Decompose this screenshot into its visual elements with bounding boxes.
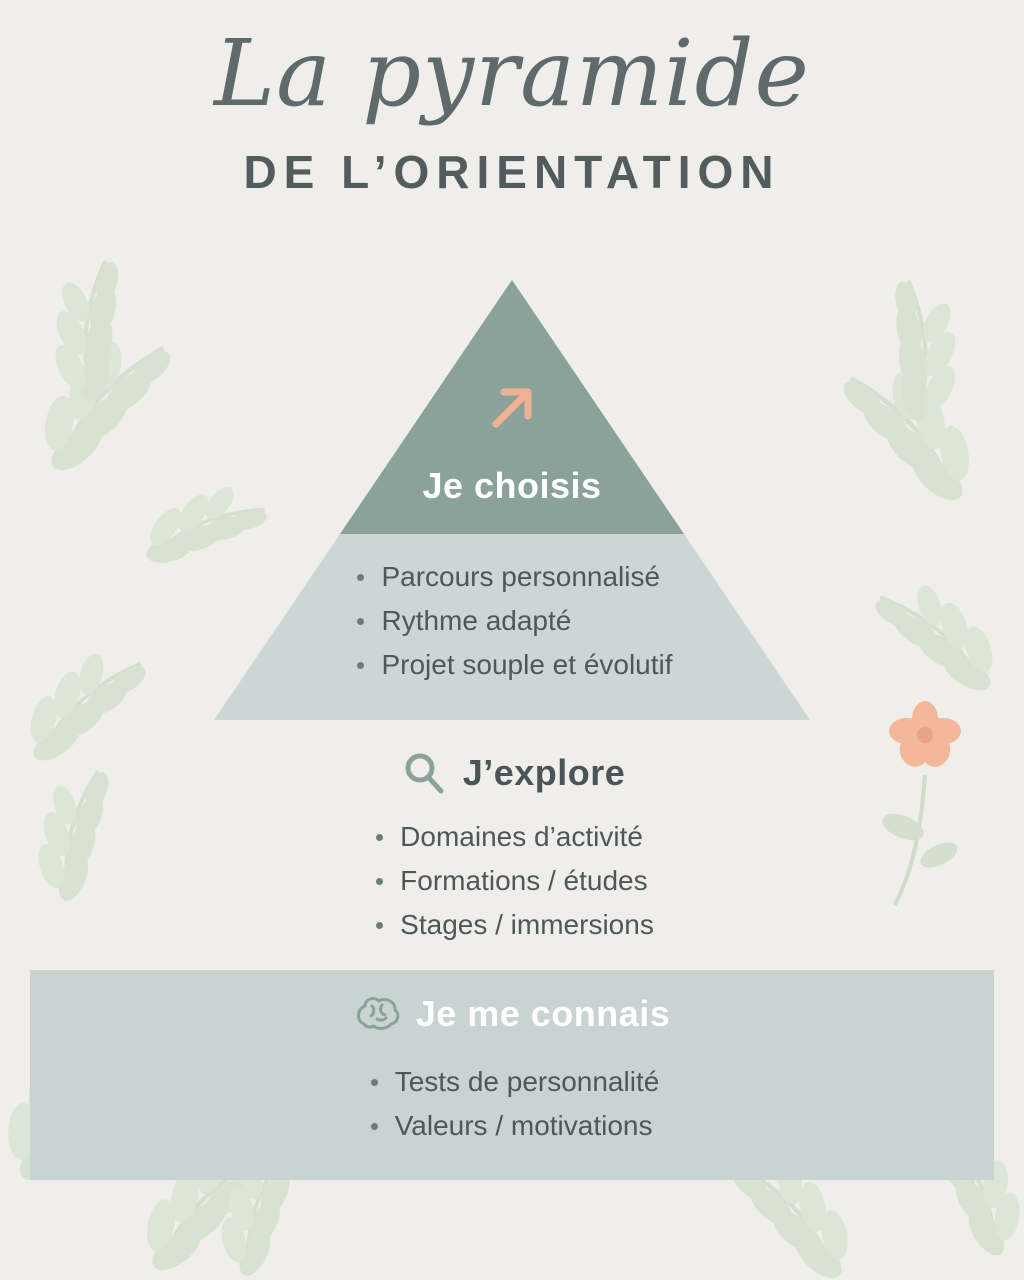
- tier-jexplore-label-row: [0, 748, 1024, 798]
- tier-je-me-connais-label-row: [0, 992, 1024, 1036]
- page-subtitle: DE L’ORIENTATION: [243, 145, 781, 198]
- list-item: Rythme adapté: [351, 599, 672, 643]
- magnifier-icon: [399, 748, 449, 798]
- tier-je-me-connais-bullets: [0, 1060, 1024, 1148]
- list-item: Valeurs / motivations: [365, 1104, 660, 1148]
- arrow-up-right-icon: [484, 423, 540, 440]
- list-item: Domaines d’activité: [370, 815, 654, 859]
- list-item: Tests de personnalité: [365, 1060, 660, 1104]
- list-item: Stages / immersions: [370, 903, 654, 947]
- tier-je-choisis-bullets: [0, 555, 1024, 687]
- page-title: La pyramide: [214, 20, 810, 127]
- list-item: Parcours personnalisé: [351, 555, 672, 599]
- list-item: Formations / études: [370, 859, 654, 903]
- brain-icon: [354, 992, 402, 1036]
- pyramid-diagram: [0, 280, 1024, 1280]
- list-item: Projet souple et évolutif: [351, 643, 672, 687]
- tier-je-choisis-label-row: [0, 465, 1024, 507]
- tier-jexplore-bullets: [0, 815, 1024, 947]
- tier-je-choisis-icon-row: [0, 380, 1024, 441]
- tier-je-choisis-label: Je choisis: [422, 465, 602, 506]
- poster-header: [0, 0, 1024, 199]
- tier-jexplore-label: J’explore: [462, 752, 626, 793]
- tier-je-me-connais-label: Je me connais: [415, 993, 671, 1034]
